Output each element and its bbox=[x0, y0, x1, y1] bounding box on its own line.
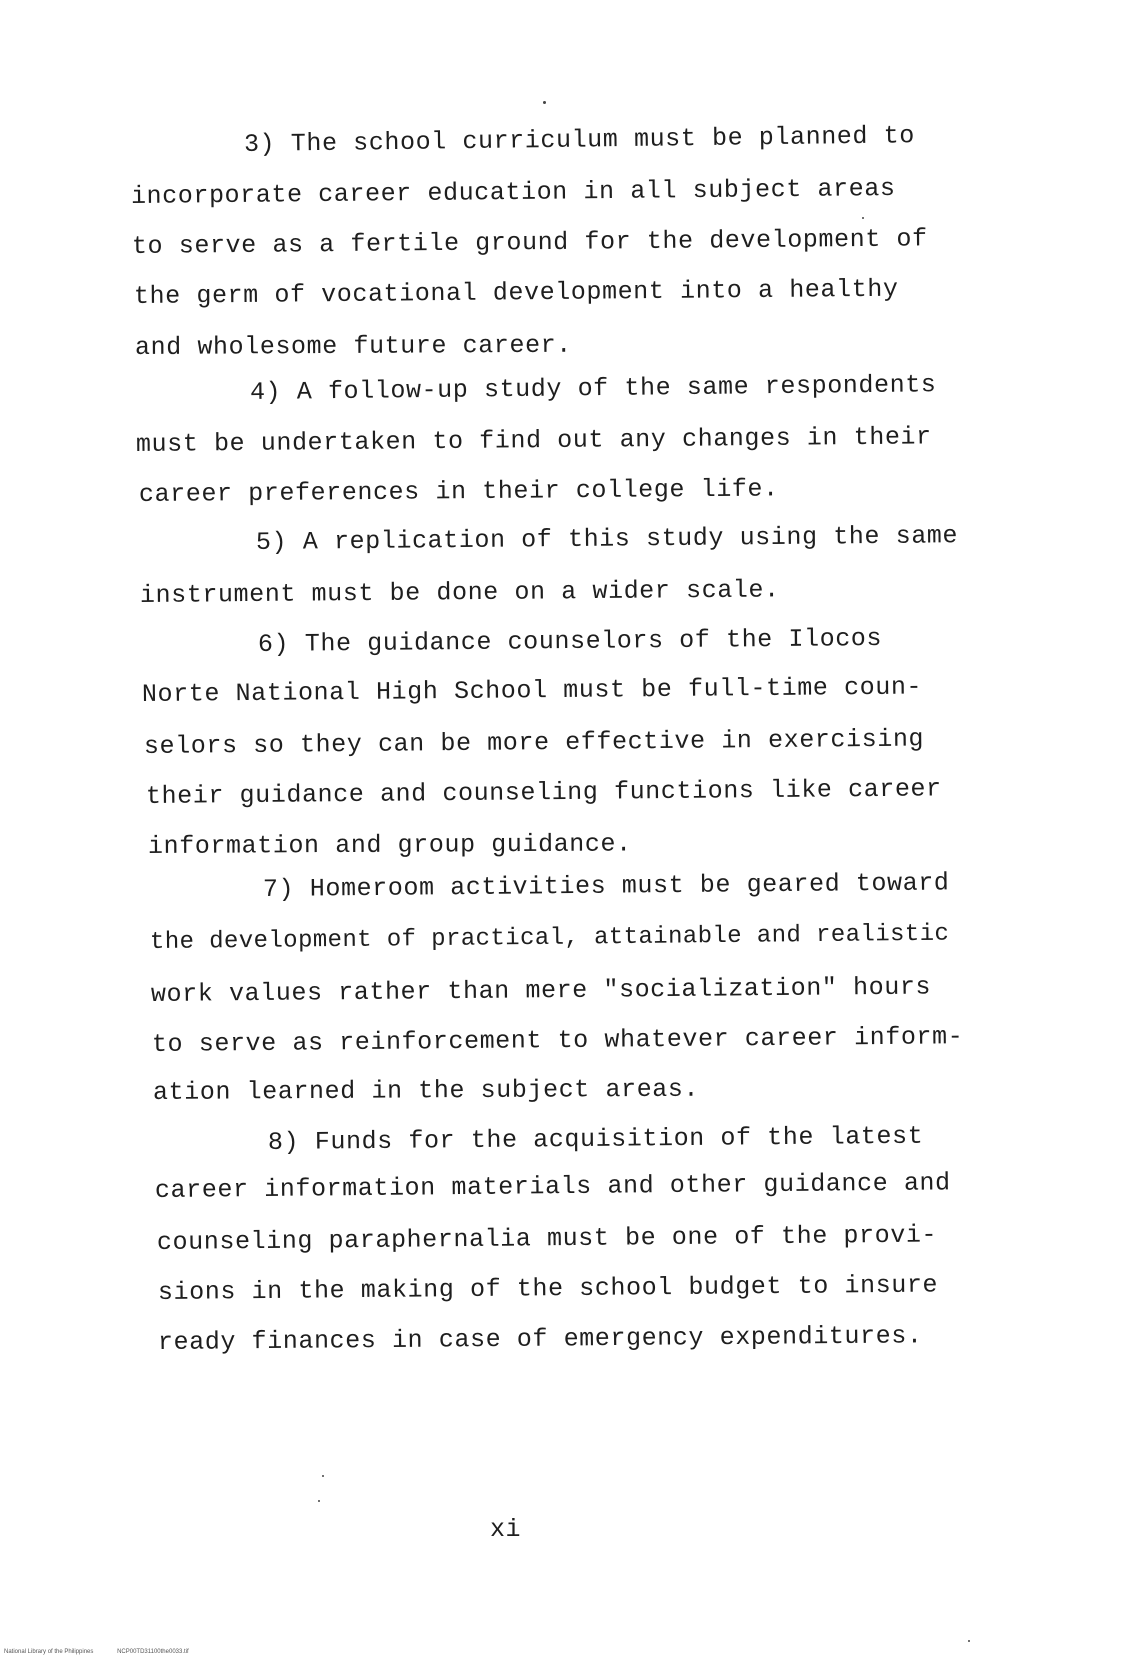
text-line: incorporate career education in all subject areas bbox=[130, 173, 896, 211]
speck-mark bbox=[968, 1640, 970, 1642]
text-line: counseling paraphernalia must be one of the provi- bbox=[156, 1220, 938, 1257]
text-line: ready finances in case of emergency expenditures. bbox=[157, 1321, 923, 1357]
text-line: 3) The school curriculum must be planned to bbox=[243, 121, 916, 159]
library-stamp: National Library of the Philippines bbox=[4, 1649, 94, 1655]
text-line: 7) Homeroom activities must be geared toward bbox=[262, 868, 950, 904]
text-line: sions in the making of the school budget to insure bbox=[157, 1270, 939, 1307]
text-line: ation learned in the subject areas. bbox=[152, 1074, 700, 1107]
text-line: information and group guidance. bbox=[147, 829, 632, 861]
text-line: 8) Funds for the acquisition of the latest bbox=[267, 1121, 924, 1157]
speck-mark bbox=[862, 217, 864, 219]
text-line: career preferences in their college life. bbox=[138, 474, 779, 509]
text-line: 6) The guidance counselors of the Ilocos bbox=[257, 624, 883, 659]
text-line: work values rather than mere "socialization" hours bbox=[150, 972, 932, 1009]
text-line: 4) A follow-up study of the same respondents bbox=[249, 370, 937, 407]
scan-footer bbox=[4, 1648, 211, 1656]
text-line: the germ of vocational development into a healthy bbox=[133, 274, 899, 311]
text-line: to serve as reinforcement to whatever career inform- bbox=[151, 1022, 964, 1059]
text-line: to serve as a fertile ground for the development of bbox=[131, 224, 928, 261]
text-line: must be undertaken to find out any changes in their bbox=[135, 422, 932, 459]
text-line: the development of practical, attainable and realistic bbox=[149, 920, 950, 956]
text-line: and wholesome future career. bbox=[134, 330, 572, 362]
file-id-stamp: NCP00TD31100the0033.tif bbox=[117, 1649, 189, 1655]
text-line: career information materials and other guidance and bbox=[154, 1168, 951, 1205]
page-number: xi bbox=[490, 1515, 522, 1544]
speck-mark bbox=[318, 1500, 320, 1502]
text-line: instrument must be done on a wider scale. bbox=[139, 575, 780, 610]
speck-mark bbox=[322, 1475, 324, 1477]
text-line: Norte National High School must be full-time coun- bbox=[141, 672, 923, 709]
text-line: 5) A replication of this study using the same bbox=[255, 521, 959, 557]
text-line: selors so they can be more effective in exercising bbox=[143, 724, 925, 761]
speck-mark bbox=[543, 101, 546, 104]
text-line: their guidance and counseling functions like career bbox=[145, 774, 942, 811]
